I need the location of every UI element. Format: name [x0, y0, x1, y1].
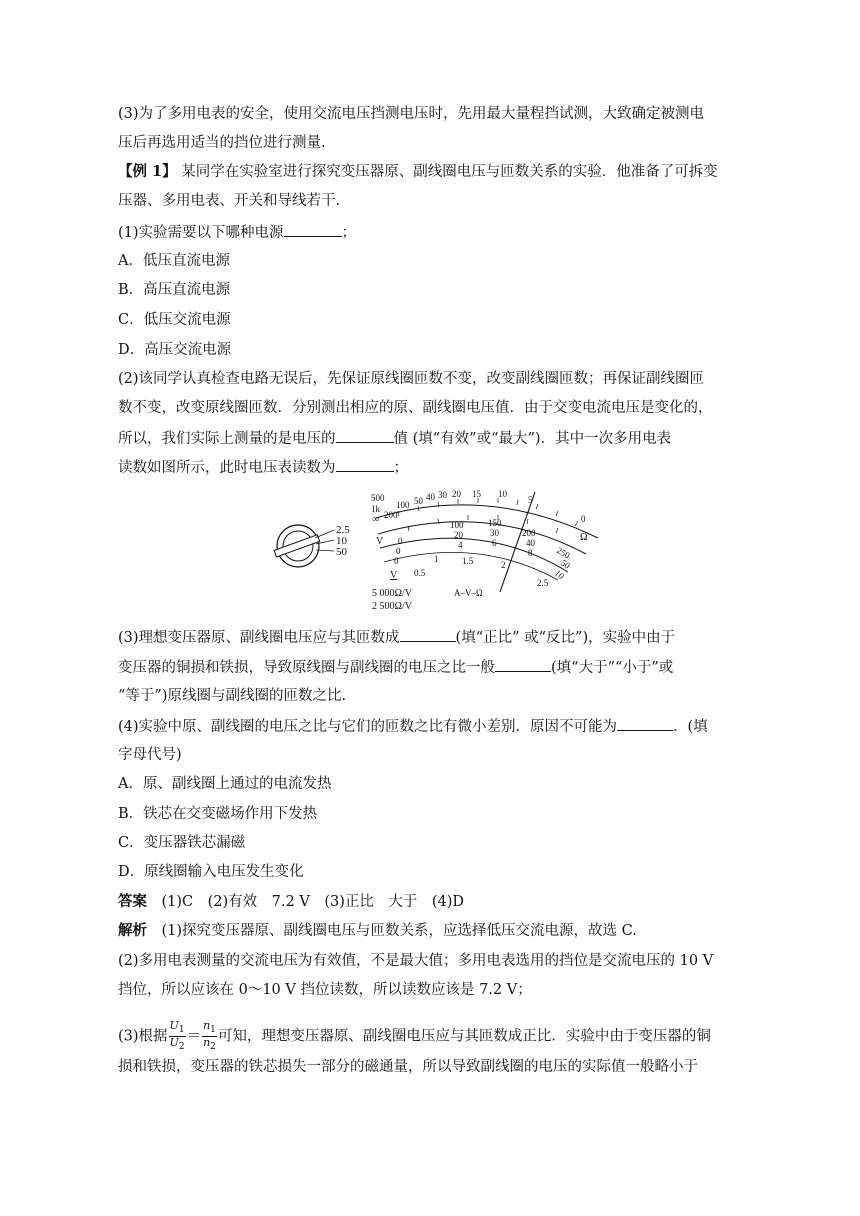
text-line: 所以，我们实际上测量的是电压的 值 (填“有效”或“最大”)．其中一次多用电表 [118, 428, 671, 449]
multimeter-figure [268, 488, 614, 616]
text-line: 读数如图所示，此时电压表读数为 ； [118, 457, 408, 478]
ohm-tick: 0 [581, 514, 586, 524]
sensitivity-label: 5 000Ω/V [372, 588, 412, 599]
answer-blank [336, 428, 394, 443]
ohm-tick: 100 [396, 500, 410, 510]
answer-blank [284, 222, 342, 237]
text-line: 数不变，改变原线圈匝数．分别测出相应的原、副线圈电压值．由于交变电流电压是变化的， [118, 400, 713, 416]
ohm-tick: 5 [528, 495, 533, 505]
range-switch-icon [274, 525, 334, 567]
text-line: 字母代号) [118, 747, 182, 763]
dc-tick: 6 [492, 538, 497, 548]
question-1: (1)实验需要以下哪种电源 ； [118, 222, 356, 243]
ohm-tick: 10 [498, 489, 507, 499]
scale-tick: 0 [394, 556, 399, 566]
ohm-tick: 200 [384, 510, 398, 520]
ohm-tick: 500 [371, 493, 385, 503]
range-label: 10 [336, 535, 347, 547]
option-b: B．铁芯在交变磁场作用下发热 [118, 806, 318, 822]
meter-model-label: A–V–Ω [454, 588, 483, 598]
option-d: D．原线圈输入电压发生变化 [118, 864, 304, 880]
text-line: (3)为了多用电表的安全，使用交流电压挡测电压时，先用最大量程挡试测，大致确定被测电 [118, 106, 705, 122]
ohm-tick: 1k [371, 504, 380, 514]
text-line: 变压器的铜损和铁损，导致原线圈与副线圈的电压之比一般 (填“大于”“小于”或 [118, 657, 673, 678]
ohm-tick: ∞ [372, 514, 380, 525]
dc-tick: 8 [528, 548, 533, 558]
explanation-line: (2)多用电表测量的交流电压为有效值，不是最大值；多用电表选用的挡位是交流电压的 10 V [118, 953, 714, 969]
answer-blank [336, 457, 394, 472]
sensitivity-label: 2 500Ω/V [372, 601, 412, 612]
question-4: (4)实验中原、副线圈的电压之比与它们的匝数之比有微小差别．原因不可能为 ．(填 [118, 716, 708, 737]
range-label: 2.5 [336, 524, 350, 536]
ohm-tick: 50 [414, 496, 423, 506]
ohm-symbol: Ω [580, 532, 588, 543]
answer-blank [495, 657, 551, 672]
ohm-tick: 40 [426, 492, 435, 502]
range-label: 50 [336, 546, 347, 558]
explanation-line: (3)根据 $\frac{U_1}{U_2}$ ＝ $\frac{n_1}{n_2}$ 可知，理想变压器原、副线圈电压应与其匝数成正比．实验中由于变压器的铜 [118, 1019, 711, 1053]
explanation-line: 挡位，所以应该在 0～10 V 挡位读数，所以读数应该是 7.2 V； [118, 982, 532, 998]
turns-ratio-fraction: $\frac{n_1}{n_2}$ [203, 1019, 216, 1053]
scale-tick: 0 [396, 546, 401, 556]
scale-tick: 2.5 [537, 578, 549, 588]
option-b: B．高压直流电源 [118, 282, 231, 298]
dc-tick: 250 [555, 545, 572, 561]
ohm-tick: 30 [438, 490, 447, 500]
dc-tick: 20 [454, 530, 463, 540]
dc-tick: 200 [522, 528, 536, 538]
answer-blank [617, 716, 673, 731]
dc-symbol: V [376, 536, 384, 547]
ohm-tick: 20 [452, 489, 461, 499]
voltage-ratio-fraction: $\frac{U_1}{U_2}$ [169, 1019, 185, 1053]
answer-line: 答案 (1)C (2)有效 7.2 V (3)正比 大于 (4)D [118, 893, 465, 910]
dc-tick: 100 [450, 520, 464, 530]
text-line: “等于”)原线圈与副线圈的匝数之比. [118, 688, 347, 704]
question-2: (2)该同学认真检查电路无误后，先保证原线圈匝数不变，改变副线圈匝数；再保证副线圈匝 [118, 371, 705, 387]
explanation-line: 解析 (1)探究变压器原、副线圈电压与匝数关系，应选择低压交流电源，故选 C. [118, 922, 637, 939]
option-d: D．高压交流电源 [118, 342, 232, 358]
text-line: 压器、多用电表、开关和导线若干. [118, 193, 341, 209]
option-a: A．原、副线圈上通过的电流发热 [118, 776, 332, 792]
dc-tick: 50 [558, 557, 572, 571]
dc-tick: 150 [488, 518, 502, 528]
explanation-line: 损和铁损，变压器的铁芯损失一部分的磁通量，所以导致副线圈的电压的实际值一般略小于 [118, 1059, 698, 1075]
dc-tick: 40 [526, 538, 535, 548]
text-line: 压后再选用适当的挡位进行测量. [118, 135, 326, 151]
ohm-tick: 15 [472, 489, 481, 499]
scale-tick: 0.5 [414, 568, 426, 578]
option-c: C．低压交流电源 [118, 312, 231, 328]
question-3: (3)理想变压器原、副线圈电压应与其匝数成 (填“正比” 或“反比”)，实验中由于 [118, 627, 675, 648]
option-a: A．低压直流电源 [118, 253, 230, 269]
scale-tick: 2 [501, 560, 506, 570]
ac-symbol: V [390, 570, 398, 581]
dc-tick: 30 [490, 528, 499, 538]
example-heading: 【例 1】 某同学在实验室进行探究变压器原、副线圈电压与匝数关系的实验．他准备了可拆变 [118, 163, 718, 180]
dc-tick: 10 [552, 567, 567, 582]
dc-tick: 4 [458, 540, 463, 550]
option-c: C．变压器铁芯漏磁 [118, 835, 246, 851]
scale-tick: 0 [398, 536, 403, 546]
scale-tick: 1 [434, 554, 439, 564]
scale-tick: 1.5 [462, 556, 474, 566]
answer-blank [400, 627, 456, 642]
